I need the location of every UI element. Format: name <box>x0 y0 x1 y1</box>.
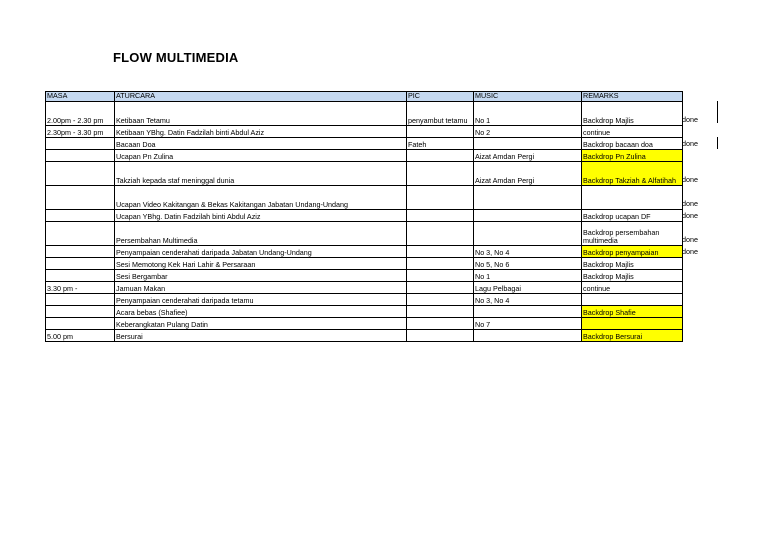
cell-aturcara[interactable]: Keberangkatan Pulang Datin <box>115 318 407 330</box>
cell-pic[interactable] <box>407 294 474 306</box>
done-mark: done <box>682 139 698 148</box>
cell-remarks[interactable]: continue <box>582 126 683 138</box>
cell-music[interactable]: No 1 <box>474 270 582 282</box>
cell-masa[interactable] <box>46 294 115 306</box>
cell-music[interactable] <box>474 306 582 318</box>
flow-table <box>45 91 683 342</box>
cell-pic[interactable] <box>407 258 474 270</box>
table-row <box>46 162 683 186</box>
cell-music[interactable]: No 3, No 4 <box>474 246 582 258</box>
done-mark: done <box>682 175 698 184</box>
table-row <box>46 222 683 246</box>
cell-cursor-bar <box>717 101 718 123</box>
cell-aturcara[interactable]: Bersurai <box>115 330 407 342</box>
cell-remarks[interactable]: Backdrop Majlis <box>582 102 683 126</box>
done-mark: done <box>682 211 698 220</box>
cell-music[interactable]: Aizat Amdan Pergi <box>474 150 582 162</box>
table-row <box>46 282 683 294</box>
table-row <box>46 306 683 318</box>
cell-music[interactable] <box>474 210 582 222</box>
cell-remarks[interactable]: Backdrop bacaan doa <box>582 138 683 150</box>
cell-aturcara[interactable]: Ketibaan Tetamu <box>115 102 407 126</box>
column-header-aturcara: ATURCARA <box>115 92 407 102</box>
done-mark: done <box>682 199 698 208</box>
table-row <box>46 150 683 162</box>
document-title: FLOW MULTIMEDIA <box>113 50 239 65</box>
cell-music[interactable]: No 3, No 4 <box>474 294 582 306</box>
table-header-row <box>46 92 683 102</box>
cell-masa[interactable] <box>46 318 115 330</box>
cell-aturcara[interactable]: Ucapan Pn Zulina <box>115 150 407 162</box>
cell-remarks[interactable] <box>582 294 683 306</box>
cell-remarks[interactable]: continue <box>582 282 683 294</box>
table-row <box>46 258 683 270</box>
cell-music[interactable] <box>474 330 582 342</box>
column-header-music: MUSIC <box>474 92 582 102</box>
table-row <box>46 270 683 282</box>
cell-pic[interactable]: penyambut tetamu <box>407 102 474 126</box>
cell-music[interactable]: No 1 <box>474 102 582 126</box>
table-row <box>46 210 683 222</box>
cell-aturcara[interactable]: Sesi Bergambar <box>115 270 407 282</box>
cell-masa[interactable] <box>46 210 115 222</box>
cell-pic[interactable]: Fateh <box>407 138 474 150</box>
cell-pic[interactable] <box>407 126 474 138</box>
table-row <box>46 294 683 306</box>
cell-aturcara[interactable]: Ketibaan YBhg. Datin Fadzilah binti Abdul Aziz <box>115 126 407 138</box>
cell-music[interactable] <box>474 186 582 210</box>
cell-masa[interactable]: 2.00pm - 2.30 pm <box>46 102 115 126</box>
cell-pic[interactable] <box>407 150 474 162</box>
cell-aturcara[interactable]: Acara bebas (Shafiee) <box>115 306 407 318</box>
table-row <box>46 330 683 342</box>
cell-pic[interactable] <box>407 282 474 294</box>
column-header-pic: PIC <box>407 92 474 102</box>
cell-aturcara[interactable]: Ucapan YBhg. Datin Fadzilah binti Abdul Aziz <box>115 210 407 222</box>
cell-masa[interactable] <box>46 270 115 282</box>
cell-pic[interactable] <box>407 246 474 258</box>
done-mark: done <box>682 247 698 256</box>
table-row <box>46 102 683 126</box>
cell-aturcara[interactable]: Jamuan Makan <box>115 282 407 294</box>
cell-music[interactable]: No 7 <box>474 318 582 330</box>
table-body <box>46 102 683 342</box>
cell-pic[interactable] <box>407 306 474 318</box>
cell-masa[interactable] <box>46 186 115 210</box>
table-row <box>46 318 683 330</box>
cell-masa[interactable] <box>46 150 115 162</box>
cell-masa[interactable]: 3.30 pm - <box>46 282 115 294</box>
cell-remarks[interactable]: Backdrop ucapan DF <box>582 210 683 222</box>
cell-remarks[interactable] <box>582 318 683 330</box>
cell-remarks[interactable]: Backdrop Shafie <box>582 306 683 318</box>
cell-remarks[interactable] <box>582 186 683 210</box>
cell-remarks[interactable]: Backdrop Bersurai <box>582 330 683 342</box>
cell-pic[interactable] <box>407 210 474 222</box>
cell-aturcara[interactable]: Bacaan Doa <box>115 138 407 150</box>
cell-masa[interactable] <box>46 138 115 150</box>
cell-pic[interactable] <box>407 318 474 330</box>
cell-music[interactable] <box>474 138 582 150</box>
cell-aturcara[interactable]: Takziah kepada staf meninggal dunia <box>115 162 407 186</box>
cell-remarks[interactable]: Backdrop persembahan multimedia <box>582 222 683 246</box>
table-row <box>46 126 683 138</box>
cell-masa[interactable] <box>46 306 115 318</box>
cell-aturcara[interactable]: Penyampaian cenderahati daripada tetamu <box>115 294 407 306</box>
cell-remarks[interactable]: Backdrop Pn Zulina <box>582 150 683 162</box>
cell-aturcara[interactable]: Sesi Memotong Kek Hari Lahir & Persaraan <box>115 258 407 270</box>
column-header-masa: MASA <box>46 92 115 102</box>
cell-masa[interactable] <box>46 222 115 246</box>
cell-aturcara[interactable]: Penyampaian cenderahati daripada Jabatan Undang-Undang <box>115 246 407 258</box>
column-header-remarks: REMARKS <box>582 92 683 102</box>
table-row <box>46 186 683 210</box>
cell-remarks[interactable]: Backdrop Takziah & Alfatihah <box>582 162 683 186</box>
cell-masa[interactable]: 2.30pm - 3.30 pm <box>46 126 115 138</box>
cell-music[interactable]: No 5, No 6 <box>474 258 582 270</box>
cell-music[interactable]: Aizat Amdan Pergi <box>474 162 582 186</box>
cell-aturcara[interactable]: Ucapan Video Kakitangan & Bekas Kakitangan Jabatan Undang-Undang <box>115 186 407 210</box>
table-row <box>46 138 683 150</box>
cell-remarks[interactable]: Backdrop Majlis <box>582 270 683 282</box>
cell-music[interactable] <box>474 222 582 246</box>
cell-masa[interactable]: 5.00 pm <box>46 330 115 342</box>
cell-pic[interactable] <box>407 222 474 246</box>
cell-pic[interactable] <box>407 270 474 282</box>
cell-cursor-bar-2 <box>717 137 718 149</box>
done-mark: done <box>682 235 698 244</box>
cell-masa[interactable] <box>46 258 115 270</box>
cell-aturcara[interactable]: Persembahan Multimedia <box>115 222 407 246</box>
cell-pic[interactable] <box>407 330 474 342</box>
done-mark: done <box>682 115 698 124</box>
cell-music[interactable]: No 2 <box>474 126 582 138</box>
cell-masa[interactable] <box>46 162 115 186</box>
cell-pic[interactable] <box>407 162 474 186</box>
cell-music[interactable]: Lagu Pelbagai <box>474 282 582 294</box>
table-row <box>46 246 683 258</box>
cell-remarks[interactable]: Backdrop penyampaian <box>582 246 683 258</box>
cell-masa[interactable] <box>46 246 115 258</box>
cell-remarks[interactable]: Backdrop Majlis <box>582 258 683 270</box>
cell-pic[interactable] <box>407 186 474 210</box>
